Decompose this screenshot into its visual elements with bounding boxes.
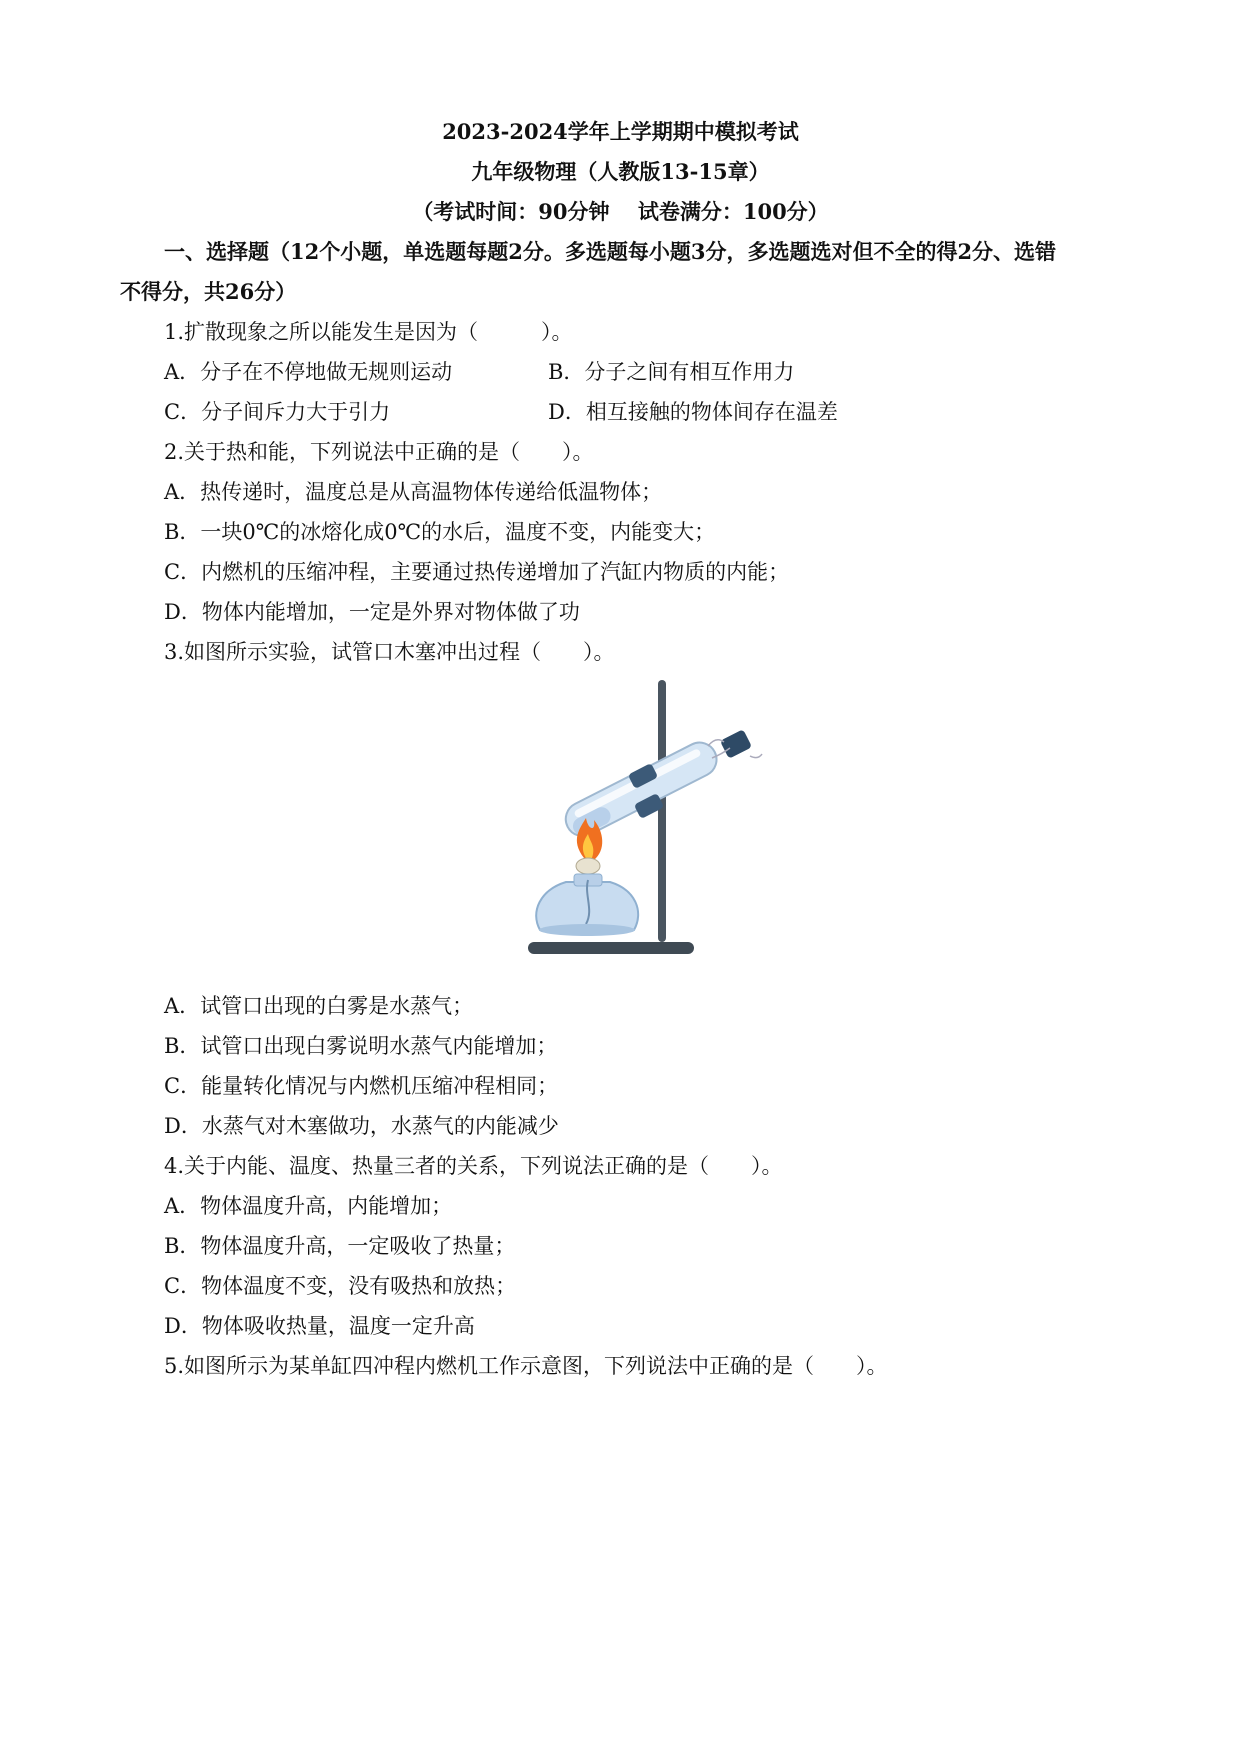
question-1-option-d: D．相互接触的物体间存在温差 xyxy=(548,400,838,424)
section-heading-line1: 一、选择题（12个小题，单选题每题2分。多选题每小题3分，多选题选对但不全的得2分、选错 xyxy=(164,239,1057,264)
question-4-option-b: B．物体温度升高，一定吸收了热量； xyxy=(164,1234,516,1258)
question-2-option-b: B．一块0℃的冰熔化成0℃的水后，温度不变，内能变大； xyxy=(164,520,716,544)
section-heading xyxy=(120,232,1120,312)
exam-subtitle: 九年级物理（人教版13-15章） xyxy=(471,159,770,184)
question-4-stem: 4.关于内能、温度、热量三者的关系，下列说法正确的是（ ）。 xyxy=(164,1154,783,1178)
question-2-option-c: C．内燃机的压缩冲程，主要通过热传递增加了汽缸内物质的内能； xyxy=(164,560,790,584)
question-2-stem: 2.关于热和能，下列说法中正确的是（ ）。 xyxy=(164,440,594,464)
question-2-option-a: A．热传递时，温度总是从高温物体传递给低温物体； xyxy=(164,480,663,504)
question-1-stem: 1.扩散现象之所以能发生是因为（ ）。 xyxy=(164,320,573,344)
question-4-option-d: D．物体吸收热量，温度一定升高 xyxy=(164,1314,475,1338)
exam-info: （考试时间：90分钟 试卷满分：100分） xyxy=(412,199,829,224)
section-heading-line2: 不得分，共26分） xyxy=(120,279,297,304)
question-3-option-d: D．水蒸气对木塞做功，水蒸气的内能减少 xyxy=(164,1114,559,1138)
question-5-stem: 5.如图所示为某单缸四冲程内燃机工作示意图，下列说法中正确的是（ ）。 xyxy=(164,1354,888,1378)
question-1-option-b: B．分子之间有相互作用力 xyxy=(548,360,795,384)
question-3-option-b: B．试管口出现白雾说明水蒸气内能增加； xyxy=(164,1034,558,1058)
question-2-option-d: D．物体内能增加，一定是外界对物体做了功 xyxy=(164,600,580,624)
question-3-stem: 3.如图所示实验，试管口木塞冲出过程（ ）。 xyxy=(164,640,615,664)
question-3-option-a: A．试管口出现的白雾是水蒸气； xyxy=(164,994,474,1018)
exam-title: 2023-2024学年上学期期中模拟考试 xyxy=(442,119,799,144)
question-1-option-a: A．分子在不停地做无规则运动 xyxy=(164,360,453,384)
question-3-option-c: C．能量转化情况与内燃机压缩冲程相同； xyxy=(164,1074,559,1098)
question-1-option-c: C．分子间斥力大于引力 xyxy=(164,400,391,424)
question-4-option-c: C．物体温度不变，没有吸热和放热； xyxy=(164,1274,517,1298)
question-4-option-a: A．物体温度升高，内能增加； xyxy=(164,1194,453,1218)
test-tube-experiment-figure xyxy=(520,680,780,980)
